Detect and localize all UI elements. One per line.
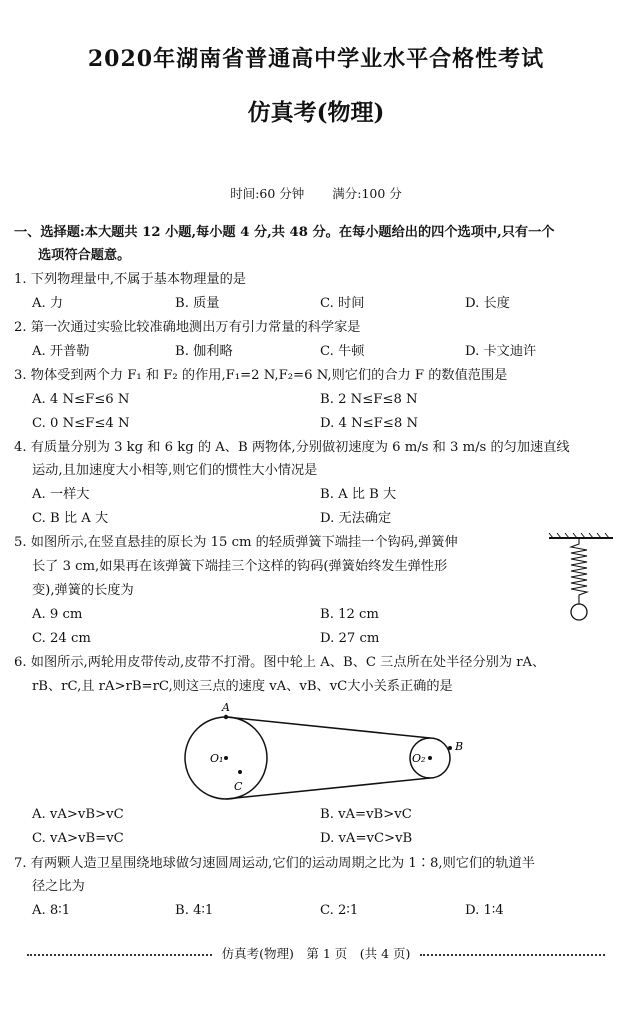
q1-stem: 1. 下列物理量中,不属于基本物理量的是 — [14, 272, 246, 287]
q3-stem: 3. 物体受到两个力 F₁ 和 F₂ 的作用,F₁=2 N,F₂=6 N,则它们的合力 F 的数值范围是 — [14, 368, 508, 383]
q5-option-d: D. 27 cm — [320, 631, 380, 646]
q5-stem-cont1: 长了 3 cm,如果再在该弹簧下端挂三个这样的钩码(弹簧始终发生弹性形 — [32, 559, 448, 574]
q3-option-c: C. 0 N≤F≤4 N — [32, 416, 130, 431]
q5-stem-cont2: 变),弹簧的长度为 — [32, 583, 134, 598]
q5-option-a: A. 9 cm — [32, 607, 83, 622]
q2-option-a: A. 开普勒 — [32, 344, 90, 359]
section-heading: 一、选择题:本大题共 12 小题,每小题 4 分,共 48 分。在每小题给出的四个选项中,只有一个 — [14, 225, 555, 240]
page-footer — [0, 944, 632, 962]
q4-stem-cont: 运动,且加速度大小相等,则它们的惯性大小情况是 — [32, 463, 318, 478]
point-b — [448, 746, 452, 750]
q7-option-b: B. 4∶1 — [175, 903, 214, 918]
q7-option-a: A. 8∶1 — [32, 903, 71, 918]
exam-title: 2020年湖南省普通高中学业水平合格性考试 — [87, 46, 545, 72]
q2-option-c: C. 牛顿 — [320, 344, 365, 359]
label-c: C — [234, 780, 243, 793]
spring-coil — [571, 538, 587, 604]
q6-stem-cont: rB、rC,且 rA>rB=rC,则这三点的速度 vA、vB、vC大小关系正确的是 — [32, 679, 453, 694]
section-heading-cont: 选项符合题意。 — [38, 248, 131, 263]
point-o1 — [224, 756, 228, 760]
q1-option-a: A. 力 — [32, 296, 64, 311]
q7-stem: 7. 有两颗人造卫星围绕地球做匀速圆周运动,它们的运动周期之比为 1∶8,则它们的轨道半 — [14, 856, 535, 871]
belt-top — [226, 717, 430, 738]
point-o2 — [428, 756, 432, 760]
belt-bottom — [226, 778, 430, 799]
q5-option-b: B. 12 cm — [320, 607, 379, 622]
q7-option-d: D. 1∶4 — [465, 903, 504, 918]
belt-pulley-figure — [180, 700, 470, 800]
q3-option-b: B. 2 N≤F≤8 N — [320, 392, 418, 407]
full-score: 满分:100 分 — [332, 186, 402, 201]
q4-option-b: B. A 比 B 大 — [320, 487, 397, 502]
q1-option-b: B. 质量 — [175, 296, 220, 311]
q6-option-a: A. vA>vB>vC — [32, 807, 124, 822]
spring-figure — [545, 532, 617, 628]
exam-meta — [0, 184, 632, 202]
q1-option-c: C. 时间 — [320, 296, 365, 311]
q5-option-c: C. 24 cm — [32, 631, 91, 646]
point-a — [224, 715, 228, 719]
q6-option-c: C. vA>vB=vC — [32, 831, 124, 846]
q4-stem: 4. 有质量分别为 3 kg 和 6 kg 的 A、B 两物体,分别做初速度为 6 m/s 和 3 m/s 的匀加速直线 — [14, 440, 570, 455]
q7-option-c: C. 2∶1 — [320, 903, 359, 918]
q3-option-d: D. 4 N≤F≤8 N — [320, 416, 418, 431]
q3-option-a: A. 4 N≤F≤6 N — [32, 392, 130, 407]
q2-stem: 2. 第一次通过实验比较准确地测出万有引力常量的科学家是 — [14, 320, 361, 335]
label-a: A — [222, 701, 230, 714]
footer-rule-left — [27, 954, 212, 956]
q6-option-b: B. vA=vB>vC — [320, 807, 412, 822]
q6-option-d: D. vA=vC>vB — [320, 831, 413, 846]
footer-text: 仿真考(物理) 第 1 页 (共 4 页) — [221, 946, 411, 961]
q4-option-c: C. B 比 A 大 — [32, 511, 109, 526]
point-c — [238, 770, 242, 774]
q6-stem: 6. 如图所示,两轮用皮带传动,皮带不打滑。图中轮上 A、B、C 三点所在处半径分别为 rA、 — [14, 655, 546, 670]
footer-rule-right — [420, 954, 605, 956]
q2-option-b: B. 伽利略 — [175, 344, 233, 359]
hook-weight — [571, 604, 587, 620]
time-limit: 时间:60 分钟 — [230, 186, 305, 201]
q5-stem: 5. 如图所示,在竖直悬挂的原长为 15 cm 的轻质弹簧下端挂一个钩码,弹簧伸 — [14, 535, 458, 550]
q4-option-d: D. 无法确定 — [320, 511, 392, 526]
q1-option-d: D. 长度 — [465, 296, 510, 311]
label-o1: O₁ — [210, 752, 224, 765]
label-b: B — [455, 740, 464, 753]
q4-option-a: A. 一样大 — [32, 487, 90, 502]
q2-option-d: D. 卡文迪许 — [465, 344, 537, 359]
label-o2: O₂ — [412, 752, 426, 765]
q7-stem-cont: 径之比为 — [32, 879, 85, 894]
exam-subtitle: 仿真考(物理) — [247, 99, 385, 126]
